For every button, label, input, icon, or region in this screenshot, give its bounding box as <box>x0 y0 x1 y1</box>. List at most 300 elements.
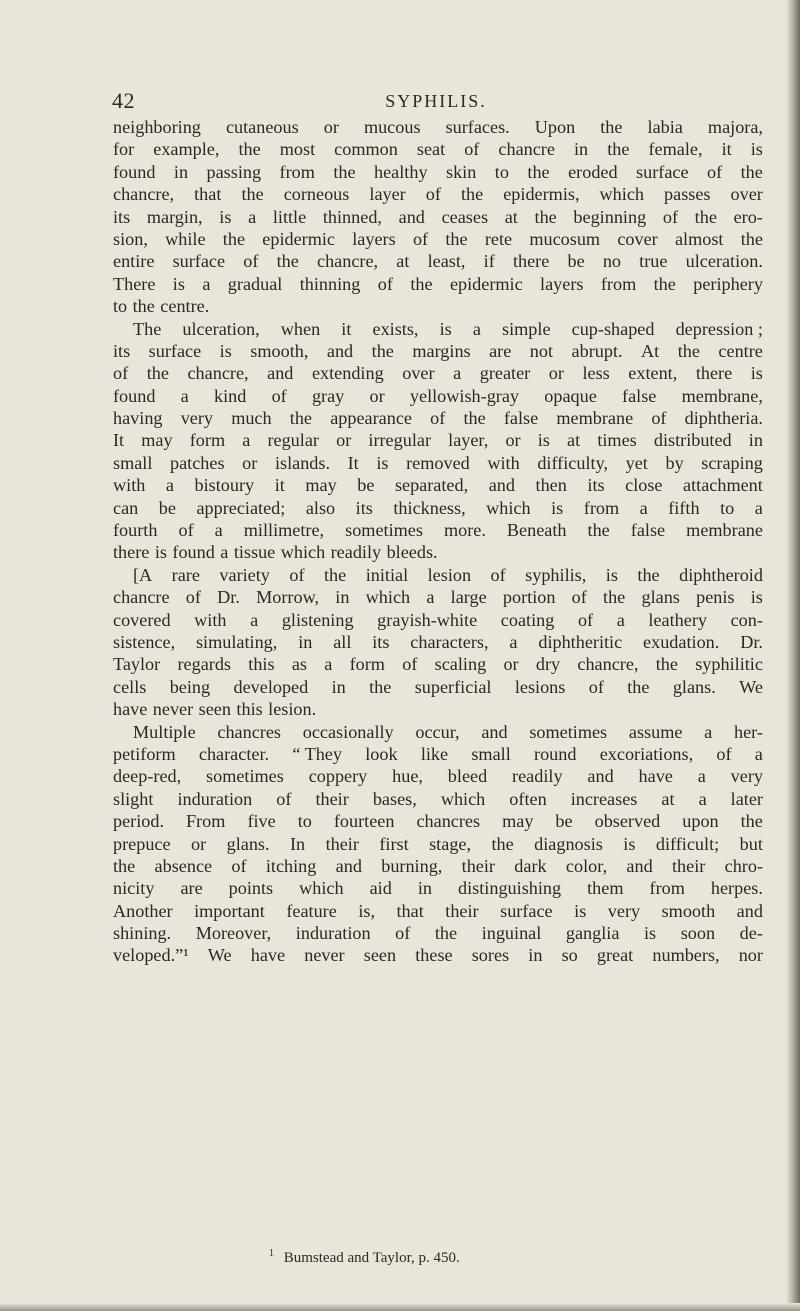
text-line <box>113 429 763 451</box>
word: In <box>289 833 306 854</box>
word: of <box>243 251 259 272</box>
word: can <box>113 497 139 518</box>
word: sometimes <box>345 520 423 541</box>
word: the <box>740 161 763 182</box>
word: epidermic <box>262 228 335 249</box>
word: is, <box>358 900 375 921</box>
word: It <box>113 430 125 451</box>
word: small <box>113 452 153 473</box>
word: mucosum <box>529 228 601 249</box>
word: of <box>276 788 292 809</box>
word: at <box>661 788 675 809</box>
word: more. <box>443 520 486 541</box>
word: the <box>600 117 623 137</box>
text-line <box>113 877 763 899</box>
word: of <box>430 408 446 429</box>
page-bottom-shadow <box>0 1303 800 1311</box>
word: lesion <box>427 564 472 585</box>
word: characters, <box>410 631 489 652</box>
word: never <box>304 945 345 966</box>
word: margins <box>412 340 471 361</box>
word: the <box>146 363 169 384</box>
word: of <box>425 184 441 205</box>
word: sometimes <box>529 721 608 742</box>
text-line <box>113 788 763 810</box>
word: membrane <box>556 408 634 429</box>
word: or <box>242 452 258 473</box>
word: difficult; <box>655 833 720 854</box>
word: very <box>730 766 763 787</box>
word: a <box>453 363 462 384</box>
word: yellowish-gray <box>409 385 520 406</box>
word: in <box>173 161 189 182</box>
word: as <box>291 654 307 675</box>
word: the <box>410 273 433 294</box>
word: coppery <box>308 766 368 787</box>
word: fourteen <box>333 811 395 832</box>
word: of <box>412 228 429 249</box>
word: initial <box>365 564 409 585</box>
word: at <box>567 430 581 451</box>
word: so <box>561 945 578 966</box>
word: their <box>445 900 479 921</box>
word: times <box>597 430 637 451</box>
word: Moreover, <box>195 923 272 944</box>
word: which <box>280 542 326 563</box>
word: chancre, <box>113 184 175 205</box>
word: to <box>720 497 735 518</box>
word: the <box>603 587 626 608</box>
word: chancres <box>217 721 282 742</box>
word: to <box>494 161 509 182</box>
word: Multiple <box>133 721 196 742</box>
word: “ They <box>292 743 342 764</box>
word: of <box>577 609 594 630</box>
word: be <box>158 497 176 518</box>
word: depression ; <box>675 318 763 339</box>
text-line <box>113 564 763 586</box>
word: the <box>655 654 678 675</box>
text-line <box>113 922 763 944</box>
text-line <box>113 944 763 966</box>
word: diphtheroid <box>679 564 763 585</box>
word: kind <box>213 385 247 406</box>
word: seen <box>363 945 397 966</box>
word: a <box>165 475 174 496</box>
word: chro- <box>724 855 763 876</box>
word: veloped.”¹ <box>113 945 189 966</box>
word: extending <box>311 363 384 384</box>
word: ulceration, <box>182 318 260 339</box>
word: in <box>748 430 763 451</box>
word: greater <box>479 363 531 384</box>
text-line <box>113 362 763 384</box>
word: glans. <box>226 833 270 854</box>
word: passing <box>206 161 262 182</box>
word: from <box>600 273 637 294</box>
word: points <box>228 878 274 899</box>
word: a <box>697 766 706 787</box>
word: a <box>324 654 333 675</box>
word: the <box>460 184 484 205</box>
word: of <box>402 654 418 675</box>
word: herpes. <box>710 878 763 899</box>
word: Another <box>113 900 173 921</box>
word: her- <box>733 721 763 742</box>
word: a <box>180 385 189 406</box>
text-line <box>113 161 763 183</box>
word: yet <box>625 452 648 473</box>
word: surface <box>500 900 553 921</box>
text-line <box>113 340 763 362</box>
word: have <box>638 766 673 787</box>
word: margin, <box>146 206 203 227</box>
word: inguinal <box>481 923 542 944</box>
text-line <box>113 116 763 138</box>
word: the <box>740 228 763 249</box>
word: of <box>185 587 201 608</box>
word: color, <box>565 855 608 876</box>
word: is <box>219 340 232 361</box>
word: chancre <box>498 139 555 160</box>
word: which <box>299 878 344 899</box>
word: a <box>509 631 518 652</box>
word: membrane <box>686 520 763 541</box>
word: epidermic <box>449 273 523 294</box>
word: the <box>434 923 458 944</box>
word: almost <box>674 228 724 249</box>
word: then <box>535 475 567 496</box>
word: [A <box>133 564 153 585</box>
word: may <box>141 430 173 451</box>
word: Dr. <box>740 631 763 652</box>
word: patches <box>170 452 225 473</box>
word: them <box>587 878 624 899</box>
word: de- <box>739 923 763 944</box>
word: a <box>202 273 211 294</box>
word: of <box>231 855 247 876</box>
word: character. <box>198 743 270 764</box>
word: a <box>248 206 257 227</box>
word: prepuce <box>113 833 171 854</box>
word: or <box>323 117 339 137</box>
word: never <box>152 699 194 720</box>
word: islands. <box>274 452 331 473</box>
word: is <box>623 833 636 854</box>
word: majora, <box>707 117 763 137</box>
word: this <box>236 699 263 720</box>
word: sistence, <box>113 631 176 652</box>
text-line <box>113 474 763 496</box>
word: con- <box>730 609 763 630</box>
word: smooth, <box>250 340 309 361</box>
page-number: 42 <box>112 88 135 113</box>
word: may <box>305 475 337 496</box>
word: entire <box>113 251 155 272</box>
word: false <box>630 520 666 541</box>
word: of <box>588 676 604 697</box>
word: and <box>398 206 425 227</box>
word: later <box>730 788 763 809</box>
word: difficulty, <box>537 452 609 473</box>
word: penis <box>696 587 735 608</box>
word: regards <box>177 654 232 675</box>
word: look <box>365 743 398 764</box>
word: and <box>587 766 614 787</box>
word: membrane, <box>681 385 763 406</box>
word: a <box>698 788 707 809</box>
word: in <box>528 945 543 966</box>
word: sion, <box>113 228 148 249</box>
text-line <box>113 631 763 653</box>
word: a <box>220 542 229 563</box>
word: least, <box>427 251 466 272</box>
word: seen <box>198 699 231 720</box>
word: of <box>707 161 723 182</box>
word: the <box>607 139 630 160</box>
word: readily <box>330 542 382 563</box>
word: example, <box>153 139 220 160</box>
word: scaling <box>434 654 487 675</box>
word: a <box>242 430 251 451</box>
word: attachment <box>683 475 763 496</box>
word: centre. <box>160 296 210 317</box>
word: surfaces. <box>445 117 510 137</box>
word: passes <box>664 184 711 205</box>
word: there <box>113 542 150 563</box>
word: ceases <box>441 206 489 227</box>
word: fifth <box>668 497 700 518</box>
text-line <box>113 743 763 765</box>
word: is <box>750 363 763 384</box>
word: large <box>450 587 487 608</box>
word: Morrow, <box>256 587 320 608</box>
word: readily <box>512 766 563 787</box>
word: and <box>335 855 362 876</box>
word: of <box>464 139 480 160</box>
word: distributed <box>653 430 732 451</box>
word: which <box>486 497 531 518</box>
word: covered <box>113 609 171 630</box>
word: extent, <box>628 363 678 384</box>
word: there <box>512 251 550 272</box>
text-line <box>113 609 763 631</box>
word: gradual <box>227 273 283 294</box>
word: it <box>274 475 285 496</box>
word: superficial <box>414 676 492 697</box>
word: nor <box>738 945 763 966</box>
word: period. <box>113 811 165 832</box>
word: induration <box>295 923 371 944</box>
word: cells <box>113 676 147 697</box>
word: found <box>113 385 156 406</box>
word: their <box>315 788 349 809</box>
word: of <box>651 408 667 429</box>
word: Beneath <box>506 520 567 541</box>
text-line <box>113 206 763 228</box>
word: their <box>325 833 359 854</box>
word: developed <box>233 676 309 697</box>
word: thinning <box>299 273 361 294</box>
word: which <box>599 184 644 205</box>
word: its <box>355 497 373 518</box>
word: thinned, <box>322 206 382 227</box>
word: at <box>396 251 410 272</box>
word: at <box>504 206 518 227</box>
text-line <box>113 497 763 519</box>
word: induration <box>177 788 253 809</box>
word: found <box>113 161 156 182</box>
word: chancres <box>416 811 481 832</box>
word: upon <box>682 811 719 832</box>
word: form <box>189 430 226 451</box>
word: exists, <box>372 318 419 339</box>
word: ero- <box>733 206 763 227</box>
word: very <box>180 408 214 429</box>
text-line <box>113 721 763 743</box>
word: may <box>502 811 534 832</box>
word: the <box>241 184 264 205</box>
word: burning, <box>381 855 443 876</box>
word: millimetre, <box>243 520 325 541</box>
word: gray <box>311 385 345 406</box>
running-title: SYPHILIS. <box>385 91 487 111</box>
word: that <box>396 900 424 921</box>
word: dry <box>535 654 561 675</box>
word: Upon <box>534 117 576 137</box>
word: female, <box>648 139 703 160</box>
word: rare <box>171 564 200 585</box>
word: chancre <box>113 587 170 608</box>
word: little <box>272 206 307 227</box>
word: of <box>571 587 587 608</box>
word: very <box>607 900 641 921</box>
word: Taylor <box>113 654 161 675</box>
word: having <box>113 408 163 429</box>
word: the <box>653 273 676 294</box>
footnote <box>269 1248 460 1267</box>
word: bleeds. <box>386 542 438 563</box>
word: glans. <box>672 676 716 697</box>
word: surface <box>172 251 226 272</box>
word: like <box>420 743 449 764</box>
word: less <box>582 363 610 384</box>
word: its <box>372 631 390 652</box>
word: exudation. <box>643 631 720 652</box>
word: not <box>529 340 554 361</box>
word: while <box>165 228 206 249</box>
word: cup-shaped <box>571 318 655 339</box>
word: and <box>481 721 508 742</box>
word: of <box>377 273 393 294</box>
word: abrupt. <box>571 340 623 361</box>
word: cover <box>617 228 658 249</box>
text-line <box>113 385 763 407</box>
word: in <box>298 631 313 652</box>
footnote-mark: 1 <box>269 1248 274 1259</box>
word: first <box>379 833 409 854</box>
word: seat <box>416 139 446 160</box>
word: petiform <box>113 743 176 764</box>
word: lesions <box>514 676 566 697</box>
word: of <box>271 385 287 406</box>
text-line <box>113 138 763 160</box>
text-line <box>113 228 763 250</box>
word: glistening <box>281 609 354 630</box>
word: is <box>644 923 657 944</box>
word: cutaneous <box>225 117 299 137</box>
word: by <box>665 452 684 473</box>
word: of <box>716 743 732 764</box>
word: or <box>505 430 521 451</box>
word: dark <box>514 855 547 876</box>
word: skin <box>446 161 477 182</box>
word: lesion. <box>268 699 317 720</box>
word: removed <box>406 452 470 473</box>
word: deep-red, <box>113 766 182 787</box>
word: grayish-white <box>377 609 478 630</box>
word: smooth <box>661 900 716 921</box>
word: diagnosis <box>534 833 603 854</box>
word: We <box>207 945 232 966</box>
text-line <box>113 810 763 832</box>
word: much <box>231 408 272 429</box>
word: often <box>509 788 547 809</box>
word: labia <box>647 117 683 137</box>
word: is <box>172 273 185 294</box>
word: of <box>395 923 411 944</box>
word: also <box>305 497 336 518</box>
word: the <box>445 228 468 249</box>
word: five <box>247 811 276 832</box>
word: and <box>488 475 515 496</box>
word: and <box>736 900 763 921</box>
word: thickness, <box>393 497 466 518</box>
word: sores <box>471 945 510 966</box>
word: or <box>548 363 564 384</box>
word: is <box>551 497 564 518</box>
body-text <box>113 116 763 967</box>
word: their <box>461 855 495 876</box>
word: periphery <box>693 273 763 294</box>
word: absence <box>154 855 213 876</box>
word: the <box>333 161 356 182</box>
word: hue, <box>392 766 423 787</box>
word: bistoury <box>194 475 255 496</box>
word: distinguishing <box>458 878 562 899</box>
word: being <box>169 676 211 697</box>
word: leathery <box>648 609 707 630</box>
word: the <box>677 340 700 361</box>
word: or <box>336 430 352 451</box>
word: is <box>154 542 167 563</box>
text-line <box>113 250 763 272</box>
word: a <box>250 609 259 630</box>
word: of <box>662 206 678 227</box>
word: of <box>490 564 506 585</box>
word: syphilitic <box>695 654 763 675</box>
word: is <box>574 900 587 921</box>
word: surface <box>636 161 689 182</box>
word: its <box>113 340 131 361</box>
word: nicity <box>113 878 155 899</box>
word: layer, <box>448 430 489 451</box>
text-line <box>113 833 763 855</box>
word: true <box>639 251 668 272</box>
word: ganglia <box>565 923 620 944</box>
word: with <box>113 475 146 496</box>
text-line <box>113 541 763 563</box>
